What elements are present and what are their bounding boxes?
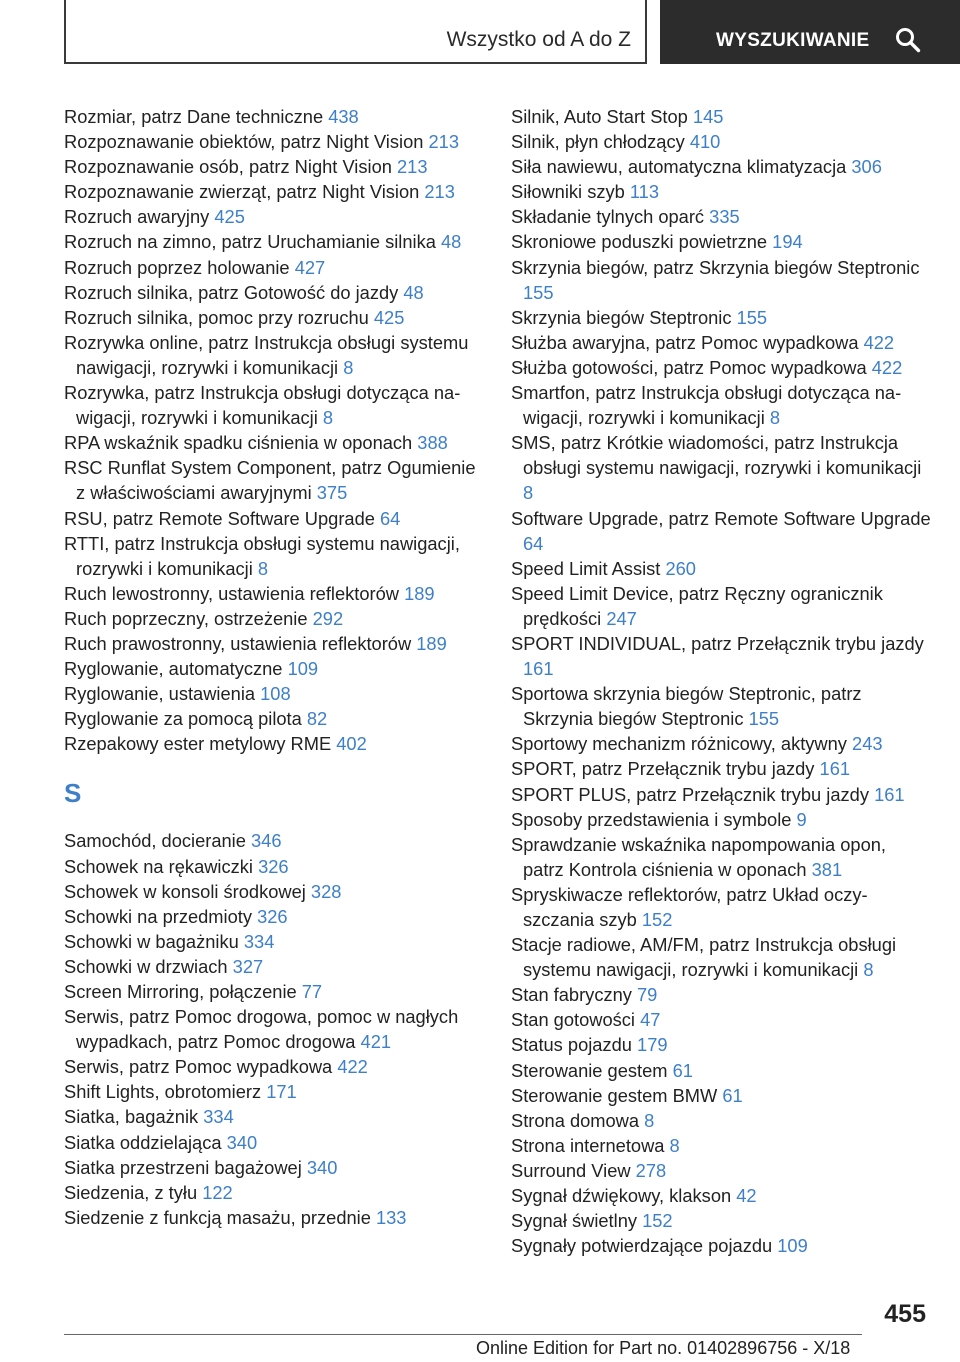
index-entry-text: Sportowa skrzynia biegów Steptronic, patrz Skrzynia biegów Steptronic	[511, 683, 862, 730]
index-group-s-continued	[511, 104, 931, 1258]
page-reference-link[interactable]: 381	[811, 858, 843, 880]
index-entry-text: Spryskiwacze reflektorów, patrz Układ oczyszczania szyb	[511, 883, 868, 930]
page-reference-link[interactable]: 8	[644, 1109, 655, 1131]
page-reference-link[interactable]: 8	[257, 557, 269, 579]
index-entry-text: Rozpoznawanie zwierząt, patrz Night Vision	[64, 181, 425, 203]
index-entry	[64, 129, 484, 154]
tab-search[interactable]	[660, 0, 960, 64]
index-entry	[511, 1032, 931, 1057]
index-entry-text: Siatka oddzielająca	[64, 1131, 227, 1153]
index-entry-text: Siła nawiewu, automatyczna klimatyzacja	[511, 156, 852, 178]
index-entry	[511, 681, 931, 731]
page-reference-link[interactable]: 327	[232, 955, 264, 977]
index-entry	[64, 606, 484, 631]
index-entry-text: Speed Limit Assist	[511, 557, 666, 579]
page-reference-link[interactable]: 155	[523, 281, 554, 303]
index-entry	[64, 706, 484, 731]
page-reference-link[interactable]: 8	[863, 959, 874, 981]
index-entry-text: Schowki w drzwiach	[64, 955, 233, 977]
index-entry	[64, 430, 484, 455]
page-reference-link[interactable]: 8	[669, 1134, 680, 1156]
index-entry	[64, 1054, 484, 1079]
index-entry-text: SPORT INDIVIDUAL, patrz Przełącznik trybu jazdy	[511, 632, 924, 654]
page-reference-link[interactable]: 8	[343, 356, 354, 378]
page-reference-link[interactable]: 189	[404, 582, 435, 604]
index-entry-text: Smartfon, patrz Instrukcja obsługi dotycząca nawigacji, rozrywki i komunikacji	[511, 382, 902, 429]
index-entry	[64, 531, 484, 581]
index-entry-text: Rozruch silnika, patrz Gotowość do jazdy	[64, 281, 404, 303]
index-entry	[64, 954, 484, 979]
page-reference-link[interactable]: 79	[637, 984, 658, 1006]
index-entry	[64, 731, 484, 756]
page-reference-link[interactable]: 155	[736, 306, 768, 328]
page-reference-link[interactable]: 306	[851, 156, 882, 178]
footer-divider	[64, 1334, 862, 1335]
index-entry-text: Rozpoznawanie osób, patrz Night Vision	[64, 156, 397, 178]
page-reference-link[interactable]: 247	[606, 607, 637, 629]
page-reference-link[interactable]: 108	[260, 683, 291, 705]
page-reference-link[interactable]: 171	[266, 1081, 297, 1103]
page-reference-link[interactable]: 438	[328, 106, 359, 127]
index-entry-text: Screen Mirroring, połączenie	[64, 981, 302, 1002]
index-entry-text: Serwis, patrz Pomoc wypadkowa	[64, 1056, 338, 1078]
index-entry-text: SPORT PLUS, patrz Przełącznik trybu jazdy	[511, 783, 875, 805]
index-entry	[511, 1158, 931, 1183]
index-entry-text: Służba gotowości, patrz Pomoc wypadkowa	[511, 356, 872, 378]
page-reference-link[interactable]: 47	[640, 1009, 661, 1031]
tab-a-to-z[interactable]	[64, 0, 647, 64]
index-entry	[64, 1079, 484, 1104]
page-reference-link[interactable]: 213	[424, 181, 455, 203]
page-reference-link[interactable]: 113	[629, 181, 660, 203]
index-entry	[64, 154, 484, 179]
index-entry	[64, 104, 484, 129]
index-entry	[64, 581, 484, 606]
page-reference-link[interactable]: 152	[642, 1210, 673, 1232]
index-entry-text: Rozpoznawanie obiektów, patrz Night Vision	[64, 131, 429, 153]
index-entry-text: RSU, patrz Remote Software Upgrade	[64, 507, 380, 529]
index-entry	[64, 229, 484, 254]
tab-a-to-z-label: Wszystko od A do Z	[446, 28, 631, 51]
index-entry	[64, 1180, 484, 1205]
page-reference-link[interactable]: 8	[523, 482, 534, 504]
index-entry	[64, 455, 484, 505]
page-reference-link[interactable]: 340	[226, 1131, 258, 1153]
index-entry	[64, 330, 484, 380]
page-reference-link[interactable]: 375	[316, 482, 348, 504]
page-reference-link[interactable]: 179	[637, 1034, 668, 1056]
page-reference-link[interactable]: 133	[375, 1206, 407, 1228]
page-reference-link[interactable]: 346	[251, 830, 282, 852]
index-column-left	[64, 104, 484, 1230]
index-entry-text: Stacje radiowe, AM/FM, patrz Instrukcja obsługi systemu nawigacji, rozrywki i komunikacji	[511, 934, 897, 981]
page-reference-link[interactable]: 109	[777, 1235, 808, 1257]
page-reference-link[interactable]: 82	[306, 708, 328, 730]
page-reference-link[interactable]: 213	[428, 131, 459, 153]
search-icon	[895, 27, 921, 53]
index-entry	[64, 904, 484, 929]
index-section-letter: S	[64, 778, 82, 809]
index-entry	[511, 1233, 931, 1258]
page-reference-link[interactable]: 425	[214, 206, 245, 228]
index-entry-text: Schowek w konsoli środkowej	[64, 880, 311, 902]
page-reference-link[interactable]: 48	[440, 231, 462, 253]
index-entry	[511, 104, 931, 129]
index-entry	[511, 1007, 931, 1032]
index-entry	[64, 305, 484, 330]
page-reference-link[interactable]: 278	[635, 1159, 667, 1181]
index-entry-text: RSC Runflat System Component, patrz Ogumienie z właściwościami awaryjnymi	[64, 457, 476, 504]
index-entry-text: Ruch lewostronny, ustawienia reflektorów	[64, 582, 405, 604]
page-reference-link[interactable]: 9	[796, 808, 807, 830]
page-reference-link[interactable]: 326	[258, 855, 289, 877]
index-entry	[64, 1004, 484, 1054]
index-entry-text: Strona internetowa	[511, 1134, 670, 1156]
top-navigation	[0, 0, 960, 66]
index-entry-text: SMS, patrz Krótkie wiadomości, patrz Instrukcja obsługi systemu nawigacji, rozrywki i komunikacji	[511, 432, 922, 479]
index-column-right	[511, 104, 931, 1258]
index-entry-text: Rozmiar, patrz Dane techniczne	[64, 106, 329, 127]
index-entry	[64, 280, 484, 305]
index-entry-text: Rozruch na zimno, patrz Uruchamianie silnika	[64, 231, 441, 253]
index-entry-text: Skrzynia biegów, patrz Skrzynia biegów Steptronic	[511, 256, 920, 278]
index-entry	[511, 932, 931, 982]
index-entry-text: Ryglowanie, ustawienia	[64, 683, 261, 705]
index-entry-text: Rzepakowy ester metylowy RME	[64, 733, 337, 755]
page-reference-link[interactable]: 161	[523, 658, 554, 680]
page-reference-link[interactable]: 194	[772, 231, 803, 253]
index-entry	[511, 255, 931, 305]
page-reference-link[interactable]: 42	[736, 1185, 757, 1207]
page-reference-link[interactable]: 422	[871, 356, 903, 378]
index-entry-text: Samochód, docieranie	[64, 830, 251, 852]
page-reference-link[interactable]: 145	[692, 106, 724, 127]
page-reference-link[interactable]: 422	[337, 1056, 368, 1078]
index-entry-text: Sygnał świetlny	[511, 1210, 643, 1232]
index-entry-text: Ruch poprzeczny, ostrzeżenie	[64, 607, 313, 629]
footer-edition: Online Edition for Part no. 01402896756 - X/18	[476, 1338, 851, 1358]
page-reference-link[interactable]: 328	[310, 880, 342, 902]
index-entry-text: Rozruch poprzez holowanie	[64, 256, 295, 278]
index-entry	[511, 556, 931, 581]
page-reference-link[interactable]: 109	[287, 658, 319, 680]
index-entry	[511, 882, 931, 932]
index-entry	[511, 229, 931, 254]
index-entry	[511, 1058, 931, 1083]
page-reference-link[interactable]: 326	[257, 905, 288, 927]
index-entry	[511, 782, 931, 807]
index-entry	[511, 330, 931, 355]
index-entry	[511, 1083, 931, 1108]
page-reference-link[interactable]: 340	[306, 1156, 338, 1178]
index-entry	[511, 355, 931, 380]
page-reference-link[interactable]: 410	[689, 131, 721, 153]
index-entry-text: Silnik, Auto Start Stop	[511, 106, 693, 127]
page-reference-link[interactable]: 161	[874, 783, 905, 805]
page-reference-link[interactable]: 402	[336, 733, 367, 755]
index-entry	[64, 1104, 484, 1129]
index-entry	[64, 929, 484, 954]
index-entry-text: Software Upgrade, patrz Remote Software Upgrade	[511, 507, 931, 529]
index-entry	[511, 581, 931, 631]
index-entry-text: Surround View	[511, 1159, 636, 1181]
index-entry	[64, 179, 484, 204]
index-entry	[511, 1108, 931, 1133]
index-group-s	[64, 828, 484, 1230]
index-entry	[511, 1183, 931, 1208]
page-reference-link[interactable]: 61	[672, 1059, 693, 1081]
index-entry-text: Rozrywka, patrz Instrukcja obsługi dotycząca nawigacji, rozrywki i komunikacji	[64, 382, 461, 429]
index-entry-text: Rozruch awaryjny	[64, 206, 215, 228]
index-entry	[64, 681, 484, 706]
page-reference-link[interactable]: 421	[360, 1031, 392, 1053]
index-entry	[511, 982, 931, 1007]
page-reference-link[interactable]: 425	[373, 306, 405, 328]
index-entry-text: Status pojazdu	[511, 1034, 638, 1056]
index-entry	[64, 380, 484, 430]
index-entry	[511, 1208, 931, 1233]
index-entry-text: Schowki na przedmioty	[64, 905, 258, 927]
page-reference-link[interactable]: 335	[709, 206, 740, 228]
index-entry-text: Ryglowanie za pomocą pilota	[64, 708, 307, 730]
index-entry	[511, 305, 931, 330]
index-entry-text: Ruch prawostronny, ustawienia reflektorów	[64, 632, 417, 654]
page-reference-link[interactable]: 155	[748, 708, 780, 730]
index-entry-text: Sterowanie gestem BMW	[511, 1084, 723, 1106]
page-reference-link[interactable]: 122	[202, 1181, 233, 1203]
index-entry-text: Sygnał dźwiękowy, klakson	[511, 1185, 737, 1207]
index-entry-text: Skrzynia biegów Steptronic	[511, 306, 737, 328]
index-entry-text: Sposoby przedstawienia i symbole	[511, 808, 797, 830]
page-reference-link[interactable]: 48	[403, 281, 424, 303]
index-group-r	[64, 104, 484, 756]
index-entry	[64, 255, 484, 280]
index-entry	[511, 506, 931, 556]
index-entry	[511, 631, 931, 681]
index-entry	[64, 879, 484, 904]
page-reference-link[interactable]: 64	[380, 507, 401, 529]
page-reference-link[interactable]: 427	[294, 256, 326, 278]
index-entry-text: RTTI, patrz Instrukcja obsługi systemu nawigacji, rozrywki i komunikacji	[64, 532, 460, 579]
index-entry-text: Schowki w bagażniku	[64, 930, 244, 952]
page-reference-link[interactable]: 77	[301, 981, 323, 1002]
index-entry	[511, 731, 931, 756]
page-reference-link[interactable]: 61	[722, 1084, 743, 1106]
page-reference-link[interactable]: 422	[863, 331, 895, 353]
index-entry	[64, 204, 484, 229]
index-entry-text: Sygnały potwierdzające pojazdu	[511, 1235, 778, 1257]
index-entry-text: Strona domowa	[511, 1109, 645, 1131]
index-entry-text: Siedzenia, z tyłu	[64, 1181, 203, 1203]
page-reference-link[interactable]: 334	[203, 1106, 234, 1128]
page-reference-link[interactable]: 292	[312, 607, 344, 629]
page-reference-link[interactable]: 388	[417, 432, 448, 454]
index-entry	[511, 179, 931, 204]
page-reference-link[interactable]: 8	[769, 407, 781, 429]
index-entry	[64, 1205, 484, 1230]
index-entry-text: Ryglowanie, automatyczne	[64, 658, 288, 680]
index-entry-text: Rozruch silnika, pomoc przy rozruchu	[64, 306, 374, 328]
index-entry	[511, 430, 931, 505]
index-entry-text: SPORT, patrz Przełącznik trybu jazdy	[511, 758, 820, 780]
index-entry-text: Siłowniki szyb	[511, 181, 630, 203]
index-entry	[511, 807, 931, 832]
index-entry-text: RPA wskaźnik spadku ciśnienia w oponach	[64, 432, 418, 454]
tab-search-label: WYSZUKIWANIE	[716, 30, 870, 51]
page-reference-link[interactable]: 260	[665, 557, 696, 579]
page-reference-link[interactable]: 152	[641, 909, 673, 930]
page-reference-link[interactable]: 64	[523, 532, 544, 554]
page-reference-link[interactable]: 243	[852, 733, 883, 755]
index-entry	[511, 1133, 931, 1158]
index-entry-text: Skroniowe poduszki powietrzne	[511, 231, 773, 253]
index-entry	[64, 656, 484, 681]
index-entry-text: Siedzenie z funkcją masażu, przednie	[64, 1206, 376, 1228]
index-entry-text: Składanie tylnych oparć	[511, 206, 710, 228]
index-entry-text: Silnik, płyn chłodzący	[511, 131, 690, 153]
page-reference-link[interactable]: 189	[416, 632, 447, 654]
page-reference-link[interactable]: 161	[819, 758, 851, 780]
index-entry	[64, 854, 484, 879]
index-entry	[64, 1130, 484, 1155]
page-reference-link[interactable]: 213	[396, 156, 428, 178]
index-entry-text: Służba awaryjna, patrz Pomoc wypadkowa	[511, 331, 864, 353]
index-entry	[64, 979, 484, 1004]
index-entry-text: Siatka, bagażnik	[64, 1106, 204, 1128]
index-entry	[511, 380, 931, 430]
index-entry-text: Sportowy mechanizm różnicowy, aktywny	[511, 733, 853, 755]
index-entry-text: Rozrywka online, patrz Instrukcja obsługi systemu nawigacji, rozrywki i komunikacji	[64, 331, 469, 378]
index-entry	[64, 828, 484, 853]
index-entry	[64, 1155, 484, 1180]
index-entry-text: Stan gotowości	[511, 1009, 641, 1031]
index-entry-text: Serwis, patrz Pomoc drogowa, pomoc w nagłych wypadkach, patrz Pomoc drogowa	[64, 1006, 459, 1053]
index-entry	[511, 832, 931, 882]
index-entry-text: Sterowanie gestem	[511, 1059, 673, 1081]
index-entry-text: Siatka przestrzeni bagażowej	[64, 1156, 307, 1178]
index-entry	[64, 631, 484, 656]
index-entry	[511, 204, 931, 229]
index-entry-text: Speed Limit Device, patrz Ręczny ogranicznik prędkości	[511, 582, 883, 629]
index-entry	[511, 154, 931, 179]
page-number: 455	[884, 1300, 926, 1328]
index-entry	[64, 506, 484, 531]
index-entry-text: Stan fabryczny	[511, 984, 637, 1006]
index-entry-text: Schowek na rękawiczki	[64, 855, 259, 877]
index-entry-text: Sprawdzanie wskaźnika napompowania opon, patrz Kontrola ciśnienia w oponach	[511, 833, 886, 880]
page-reference-link[interactable]: 8	[322, 407, 334, 429]
index-entry	[511, 756, 931, 781]
page-reference-link[interactable]: 334	[243, 930, 275, 952]
index-entry-text: Shift Lights, obrotomierz	[64, 1081, 267, 1103]
index-entry	[511, 129, 931, 154]
